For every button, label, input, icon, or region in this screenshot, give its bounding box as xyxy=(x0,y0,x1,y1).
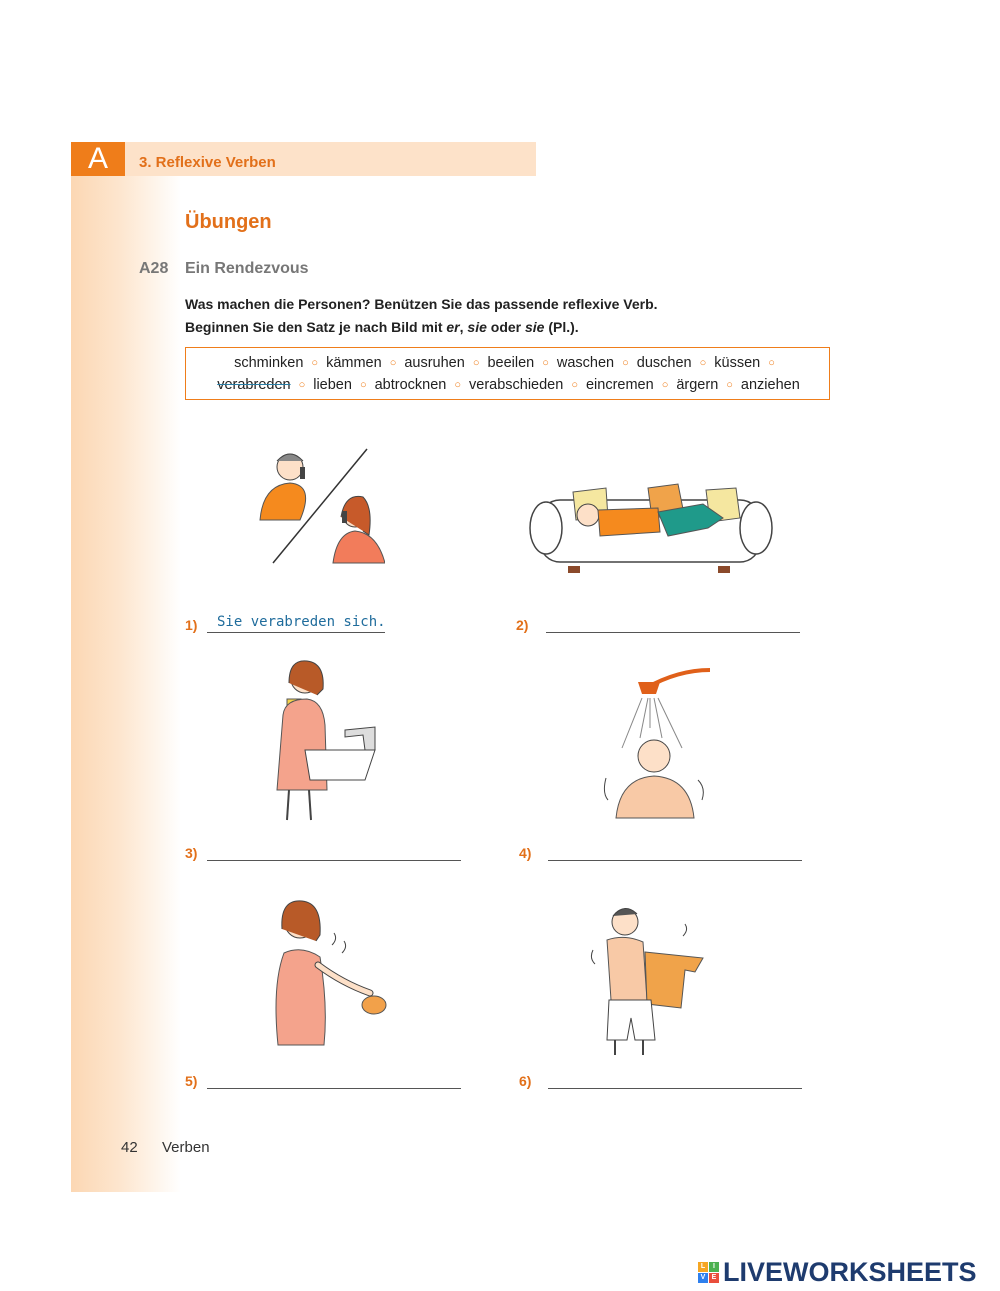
illustration-shower xyxy=(598,668,718,828)
answer-text-1[interactable]: Sie verabreden sich. xyxy=(217,614,386,630)
exercise-code: A28 xyxy=(139,260,169,277)
word-item: lieben xyxy=(313,377,352,393)
word-item: küssen xyxy=(714,355,761,371)
liveworksheets-logo xyxy=(698,1257,977,1288)
separator-dot: ○ xyxy=(726,379,733,391)
logo-squares-icon: L I V E xyxy=(698,1262,719,1283)
illustration-applying-cream xyxy=(262,895,392,1050)
separator-dot: ○ xyxy=(389,357,397,369)
answer-line-2[interactable] xyxy=(546,632,800,633)
separator-dot: ○ xyxy=(359,379,367,391)
illustration-washing-sink xyxy=(265,655,385,825)
item-number: 5) xyxy=(185,1073,198,1089)
answer-line-6[interactable] xyxy=(548,1088,802,1089)
separator-dot: ○ xyxy=(311,357,319,369)
word-item: duschen xyxy=(636,355,692,371)
section-title: Übungen xyxy=(185,211,272,233)
footer-label: Verben xyxy=(162,1139,210,1156)
answer-line-3[interactable] xyxy=(207,860,461,861)
illustration-resting-sofa xyxy=(528,470,773,575)
separator-dot: ○ xyxy=(622,357,629,369)
word-item: waschen xyxy=(556,355,615,371)
word-item: anziehen xyxy=(740,377,800,393)
word-bank-row-2 xyxy=(186,377,831,393)
instruction-line-1: Was machen die Personen? Benützen Sie das passende reflexive Verb. xyxy=(185,296,658,312)
word-item: eincremen xyxy=(585,377,654,393)
chapter-letter-box: A xyxy=(71,142,125,176)
illustration-getting-dressed xyxy=(585,900,720,1060)
chapter-title: 3. Reflexive Verben xyxy=(139,154,276,171)
separator-dot: ○ xyxy=(542,357,549,369)
word-item: kämmen xyxy=(326,355,382,371)
exercise-title: Ein Rendezvous xyxy=(185,260,309,277)
word-item: beeilen xyxy=(487,355,535,371)
word-item: schminken xyxy=(234,355,304,371)
page-sidebar-gradient xyxy=(71,142,181,1192)
illustration-phone-call xyxy=(245,445,385,570)
word-item: ärgern xyxy=(676,377,719,393)
word-item: abtrocknen xyxy=(374,377,447,393)
word-bank-row-1 xyxy=(186,355,831,371)
separator-dot: ○ xyxy=(768,357,775,369)
separator-dot: ○ xyxy=(571,379,578,391)
separator-dot: ○ xyxy=(472,357,480,369)
word-item: verabschieden xyxy=(469,377,564,393)
item-number: 4) xyxy=(519,845,532,861)
answer-line-1[interactable] xyxy=(207,632,385,633)
separator-dot: ○ xyxy=(699,357,707,369)
item-number: 2) xyxy=(516,617,529,633)
logo-text: LIVEWORKSHEETS xyxy=(723,1257,977,1287)
separator-dot: ○ xyxy=(298,379,306,391)
separator-dot: ○ xyxy=(454,379,461,391)
page-number: 42 xyxy=(121,1139,138,1156)
word-item: ausruhen xyxy=(404,355,465,371)
answer-line-5[interactable] xyxy=(207,1088,461,1089)
item-number: 3) xyxy=(185,845,198,861)
separator-dot: ○ xyxy=(661,379,669,391)
answer-line-4[interactable] xyxy=(548,860,802,861)
item-number: 6) xyxy=(519,1073,532,1089)
instruction-line-2: Beginnen Sie den Satz je nach Bild mit er, sie oder sie (Pl.). xyxy=(185,319,579,335)
word-bank xyxy=(185,347,830,400)
word-item-used: verabreden xyxy=(217,377,291,393)
item-number: 1) xyxy=(185,617,198,633)
